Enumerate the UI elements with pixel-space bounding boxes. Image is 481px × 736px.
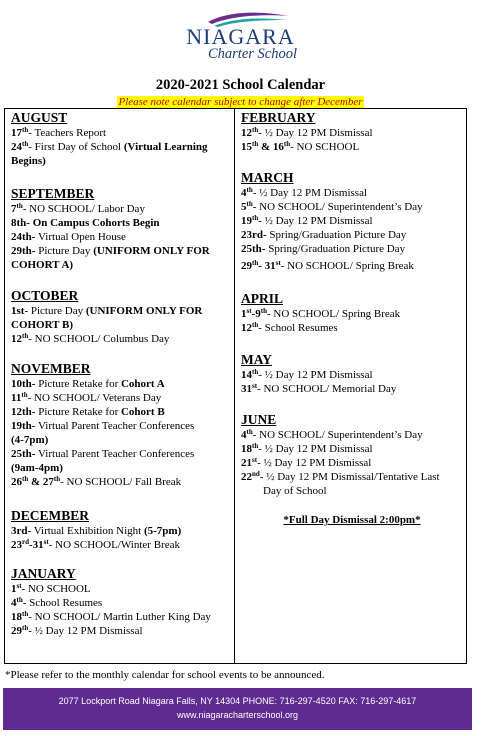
month-heading-october: OCTOBER — [11, 288, 79, 303]
calendar-entry: 19th- Virtual Parent Teacher Conferences (4-7pm) — [11, 420, 195, 446]
calendar-entry: 25th- Spring/Graduation Picture Day — [241, 243, 406, 255]
footer-website[interactable]: www.niagaracharterschool.org — [176, 710, 299, 720]
column-divider — [234, 109, 235, 663]
school-logo — [0, 4, 481, 66]
footer-address: 2077 Lockport Road Niagara Falls, NY 14304 — [58, 696, 241, 706]
footer-phone-label: PHONE: — [242, 696, 278, 706]
month-heading-september: SEPTEMBER — [11, 186, 95, 201]
month-heading-december: DECEMBER — [11, 508, 90, 523]
calendar-entry: 1st- NO SCHOOL — [11, 582, 91, 595]
calendar-entry: 12th- NO SCHOOL/ Columbus Day — [11, 332, 170, 345]
full-day-dismissal-note: *Full Day Dismissal 2:00pm* — [283, 514, 421, 526]
calendar-entry: 23rd- Spring/Graduation Picture Day — [241, 229, 407, 241]
calendar-entry: 24th- Virtual Open House — [11, 231, 126, 243]
month-heading-january: JANUARY — [11, 566, 76, 581]
footer-fax-label: FAX: — [338, 696, 358, 706]
logo-subtitle: Charter School — [207, 46, 297, 62]
calendar-entry: 26th & 27th- NO SCHOOL/ Fall Break — [11, 475, 182, 488]
calendar-entry: 23rd-31st- NO SCHOOL/Winter Break — [11, 538, 180, 551]
month-heading-april: APRIL — [241, 291, 284, 306]
calendar-entry: 4th- ½ Day 12 PM Dismissal — [241, 186, 368, 199]
calendar-entry: 8th- On Campus Cohorts Begin — [11, 217, 160, 229]
calendar-entry: 5th- NO SCHOOL/ Superintendent’s Day — [241, 200, 423, 213]
calendar-entry: 12th- Picture Retake for Cohort B — [11, 406, 165, 418]
calendar-entry: 18th- NO SCHOOL/ Martin Luther King Day — [11, 610, 211, 623]
month-heading-february: FEBRUARY — [241, 110, 316, 125]
footer-fax: 716-297-4617 — [360, 696, 417, 706]
calendar-entry: 12th- ½ Day 12 PM Dismissal — [241, 126, 373, 139]
calendar-entry: 18th- ½ Day 12 PM Dismissal — [241, 442, 373, 455]
month-heading-march: MARCH — [241, 170, 294, 185]
calendar-entry: 24th- First Day of School (Virtual Learning Begins) — [11, 140, 208, 167]
calendar-entry: 29th- Picture Day (UNIFORM ONLY FOR COHORT A) — [11, 245, 210, 271]
calendar-entry: 25th- Virtual Parent Teacher Conferences (9am-4pm) — [11, 448, 195, 474]
calendar-entry: 14th- ½ Day 12 PM Dismissal — [241, 368, 373, 381]
calendar-entry: 11th- NO SCHOOL/ Veterans Day — [11, 391, 162, 404]
calendar-entry: 31st- NO SCHOOL/ Memorial Day — [241, 382, 397, 395]
calendar-entry: 1st- Picture Day (UNIFORM ONLY FOR COHORT B) — [11, 305, 203, 331]
calendar-entry: 12th- School Resumes — [241, 321, 338, 334]
month-heading-august: AUGUST — [11, 110, 68, 125]
calendar-entry: 15th & 16th- NO SCHOOL — [241, 140, 360, 153]
footnote: *Please refer to the monthly calendar for school events to be announced. — [5, 669, 325, 681]
calendar-entry: 1st-9th- NO SCHOOL/ Spring Break — [241, 307, 401, 320]
calendar-entry: 10th- Picture Retake for Cohort A — [11, 378, 165, 390]
calendar-entry: 7th- NO SCHOOL/ Labor Day — [11, 202, 145, 215]
calendar-entry: 4th- NO SCHOOL/ Superintendent’s Day — [241, 428, 423, 441]
calendar-entry: 29th- ½ Day 12 PM Dismissal — [11, 624, 143, 637]
month-heading-june: JUNE — [241, 412, 277, 427]
page-title: 2020-2021 School Calendar — [155, 77, 326, 93]
calendar-entry: 3rd- Virtual Exhibition Night (5-7pm) — [11, 525, 182, 537]
logo-name: NIAGARA — [186, 24, 295, 49]
calendar-entry: 21st- ½ Day 12 PM Dismissal — [241, 456, 372, 469]
change-notice: Please note calendar subject to change after December — [118, 96, 363, 108]
calendar-entry: 29th- 31st- NO SCHOOL/ Spring Break — [241, 259, 414, 272]
month-heading-november: NOVEMBER — [11, 361, 91, 376]
calendar-entry: 22nd- ½ Day 12 PM Dismissal/Tentative Last Day of School — [241, 470, 440, 497]
calendar-entry: 19th- ½ Day 12 PM Dismissal — [241, 214, 373, 227]
month-heading-may: MAY — [241, 352, 273, 367]
calendar-table — [4, 108, 467, 664]
footer-phone: 716-297-4520 — [279, 696, 336, 706]
calendar-entry: 17th- Teachers Report — [11, 126, 107, 139]
calendar-entry: 4th- School Resumes — [11, 596, 103, 609]
contact-footer — [3, 688, 472, 730]
